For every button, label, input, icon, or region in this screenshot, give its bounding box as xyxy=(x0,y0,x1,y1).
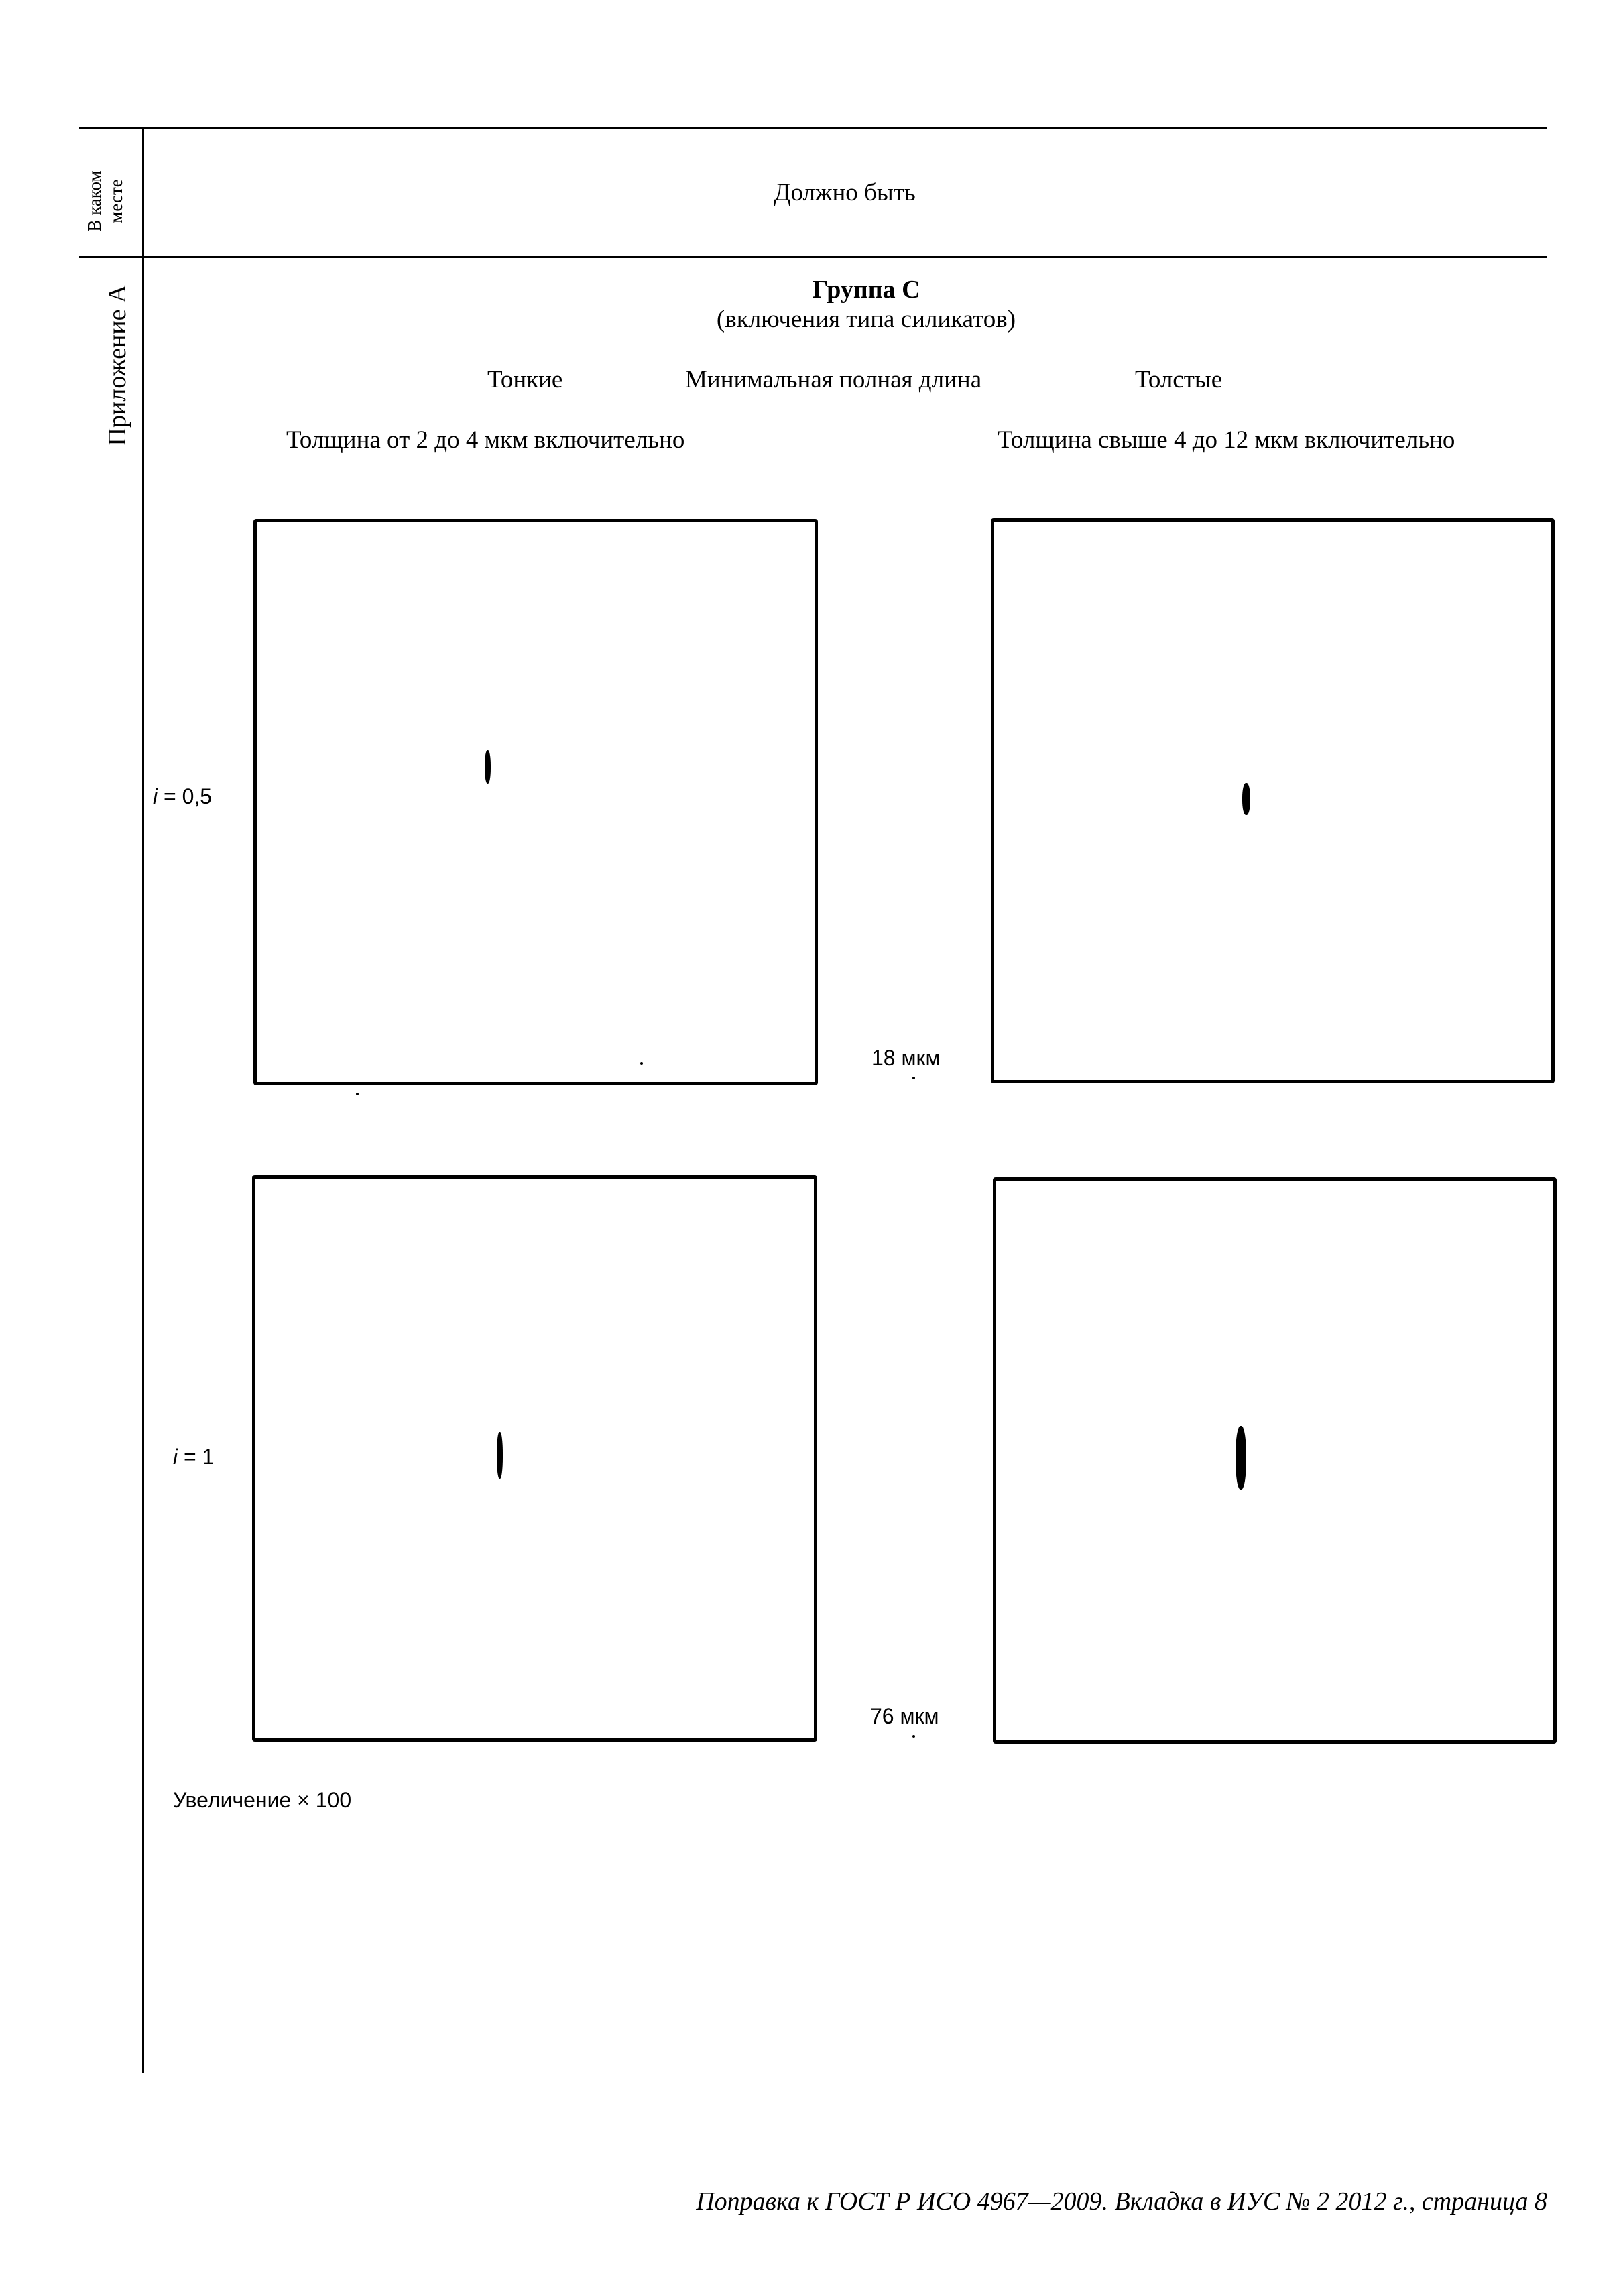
micrograph-thin-row2 xyxy=(252,1175,817,1742)
row-index-label xyxy=(153,784,212,809)
where-label-line2: месте xyxy=(106,179,126,223)
magnification-note: Увеличение × 100 xyxy=(173,1788,352,1812)
table-top-rule xyxy=(79,127,1547,129)
where-label-line1: В каком xyxy=(84,170,105,232)
inclusion-mark xyxy=(485,750,491,784)
micrograph-thick-row2 xyxy=(993,1177,1557,1744)
min-length-column-heading: Минимальная полная длина xyxy=(685,366,982,394)
inclusion-mark xyxy=(1242,783,1250,815)
row-index-symbol: i xyxy=(153,784,158,808)
min-length-value-row1: 18 мкм xyxy=(871,1046,941,1070)
thick-column-heading: Толстые xyxy=(1135,366,1223,394)
row-index-label xyxy=(173,1445,214,1469)
thin-thickness-label: Толщина от 2 до 4 мкм включительно xyxy=(286,426,685,454)
speck-mark xyxy=(356,1093,359,1095)
inclusion-mark xyxy=(1236,1426,1246,1490)
min-length-value-row2: 76 мкм xyxy=(870,1704,939,1728)
annex-label: Приложение А xyxy=(103,284,131,446)
row-index-symbol: i xyxy=(173,1445,178,1469)
speck-mark xyxy=(912,1735,915,1738)
micrograph-thin-row1 xyxy=(253,519,818,1085)
thin-column-heading: Тонкие xyxy=(487,366,563,394)
group-title: Группа С xyxy=(812,276,920,304)
header-separator-rule xyxy=(79,256,1547,258)
should-be-header: Должно быть xyxy=(774,179,916,206)
inclusion-mark xyxy=(497,1432,503,1479)
group-subtitle: (включения типа силикатов) xyxy=(716,306,1016,333)
page-footer: Поправка к ГОСТ Р ИСО 4967—2009. Вкладка в ИУС № 2 2012 г., страница 8 xyxy=(696,2187,1547,2216)
where-column-header xyxy=(84,147,137,255)
speck-mark xyxy=(912,1077,915,1079)
thick-thickness-label: Толщина свыше 4 до 12 мкм включительно xyxy=(998,426,1455,454)
left-column-divider xyxy=(142,127,144,2073)
row-index-value: = 1 xyxy=(178,1445,215,1469)
row-index-value: = 0,5 xyxy=(158,784,213,808)
micrograph-thick-row1 xyxy=(991,518,1555,1083)
speck-mark xyxy=(640,1062,643,1065)
